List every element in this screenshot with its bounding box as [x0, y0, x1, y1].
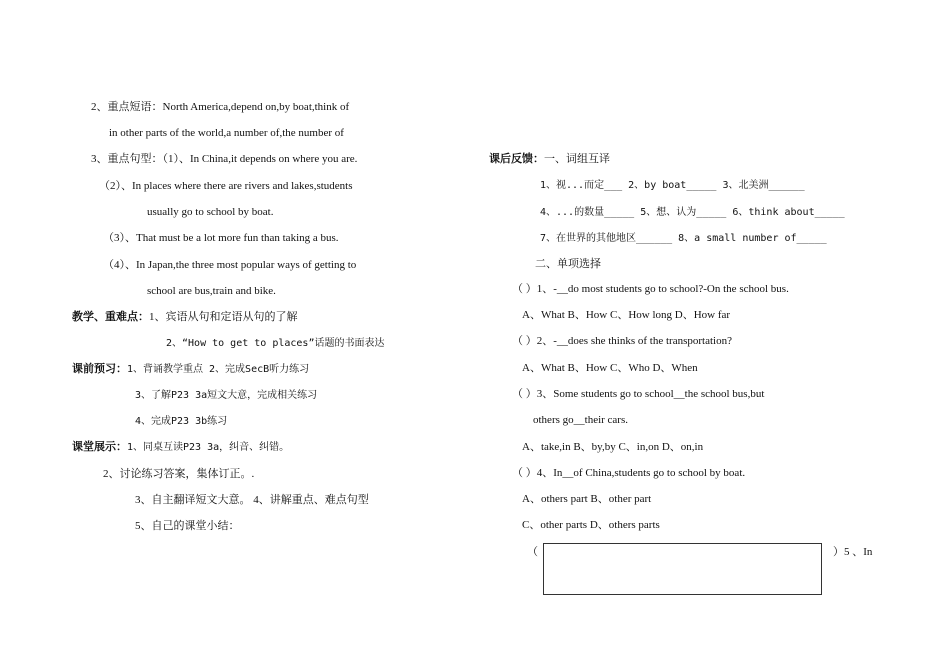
- class-display-5: 5、自己的课堂小结：: [135, 520, 240, 532]
- key-phrases-line-1: 2、重点短语：North America,depend on,by boat,think of: [91, 101, 350, 113]
- key-sentence-2-cont: usually go to school by boat.: [147, 206, 274, 218]
- teaching-focus-text: 1、宾语从句和定语从句的了解: [149, 311, 298, 323]
- question-3: （ ）3、Some students go to school__the school bus,but: [512, 388, 765, 400]
- class-display-3: 3、自主翻译短文大意。 4、讲解重点、难点句型: [135, 494, 369, 506]
- feedback-line: [489, 152, 610, 166]
- translate-row-1: 1、视...而定___ 2、by boat_____ 3、北美洲______: [540, 180, 805, 191]
- class-display-line: [72, 440, 289, 455]
- teaching-focus-line: [72, 310, 298, 324]
- translate-row-2: 4、...的数量_____ 5、想、认为_____ 6、think about_____: [540, 207, 845, 218]
- preview-text: 1、背诵教学重点 2、完成SecB听力练习: [127, 364, 310, 375]
- question-4-options-1: A、others part B、other part: [522, 493, 652, 505]
- question-4-options-2: C、other parts D、others parts: [522, 519, 660, 531]
- question-2-options: A、What B、How C、Who D、When: [522, 362, 698, 374]
- key-phrases-line-2: in other parts of the world,a number of,the number of: [109, 127, 344, 139]
- answer-box: [543, 543, 822, 595]
- question-5-open-paren: （: [527, 546, 538, 558]
- key-sentence-4-cont: school are bus,train and bike.: [147, 285, 276, 297]
- question-5: ）5 、In: [833, 546, 873, 558]
- choice-heading: 二、单项选择: [535, 258, 601, 270]
- question-1-options: A、What B、How C、How long D、How far: [522, 309, 731, 321]
- question-3-options: A、take,in B、by,by C、in,on D、on,in: [522, 441, 704, 453]
- preview-3: 3、了解P23 3a短文大意，完成相关练习: [135, 390, 318, 401]
- question-4: （ ）4、In__of China,students go to school by boat.: [512, 467, 746, 479]
- question-1: （ ）1、-__do most students go to school?-On the school bus.: [512, 283, 789, 295]
- preview-line: [72, 362, 309, 377]
- key-sentence-4: （4）、In Japan,the three most popular ways of getting to: [103, 259, 357, 271]
- feedback-text: 一、词组互译: [544, 153, 610, 165]
- question-2: （ ）2、-__does she thinks of the transportation?: [512, 335, 732, 347]
- question-3-cont: others go__their cars.: [533, 414, 628, 426]
- preview-4: 4、完成P23 3b练习: [135, 416, 228, 427]
- class-display-label: 课堂展示：: [72, 440, 127, 453]
- key-sentence-1: 3、重点句型：（1）、In China,it depends on where you are.: [91, 153, 358, 165]
- teaching-focus-2: 2、“How to get to places”话题的书面表达: [166, 338, 385, 349]
- teaching-focus-label: 教学、重难点：: [72, 310, 149, 323]
- preview-label: 课前预习：: [72, 362, 127, 375]
- key-sentence-3: （3）、That must be a lot more fun than taking a bus.: [103, 232, 339, 244]
- feedback-label: 课后反馈：: [489, 152, 544, 165]
- class-display-text: 1、同桌互读P23 3a，纠音、纠错。: [127, 442, 290, 453]
- class-display-2: 2、讨论练习答案，集体订正。.: [103, 468, 255, 480]
- translate-row-3: 7、在世界的其他地区______ 8、a small number of_____: [540, 233, 827, 244]
- key-sentence-2: （2）、In places where there are rivers and lakes,students: [99, 180, 353, 192]
